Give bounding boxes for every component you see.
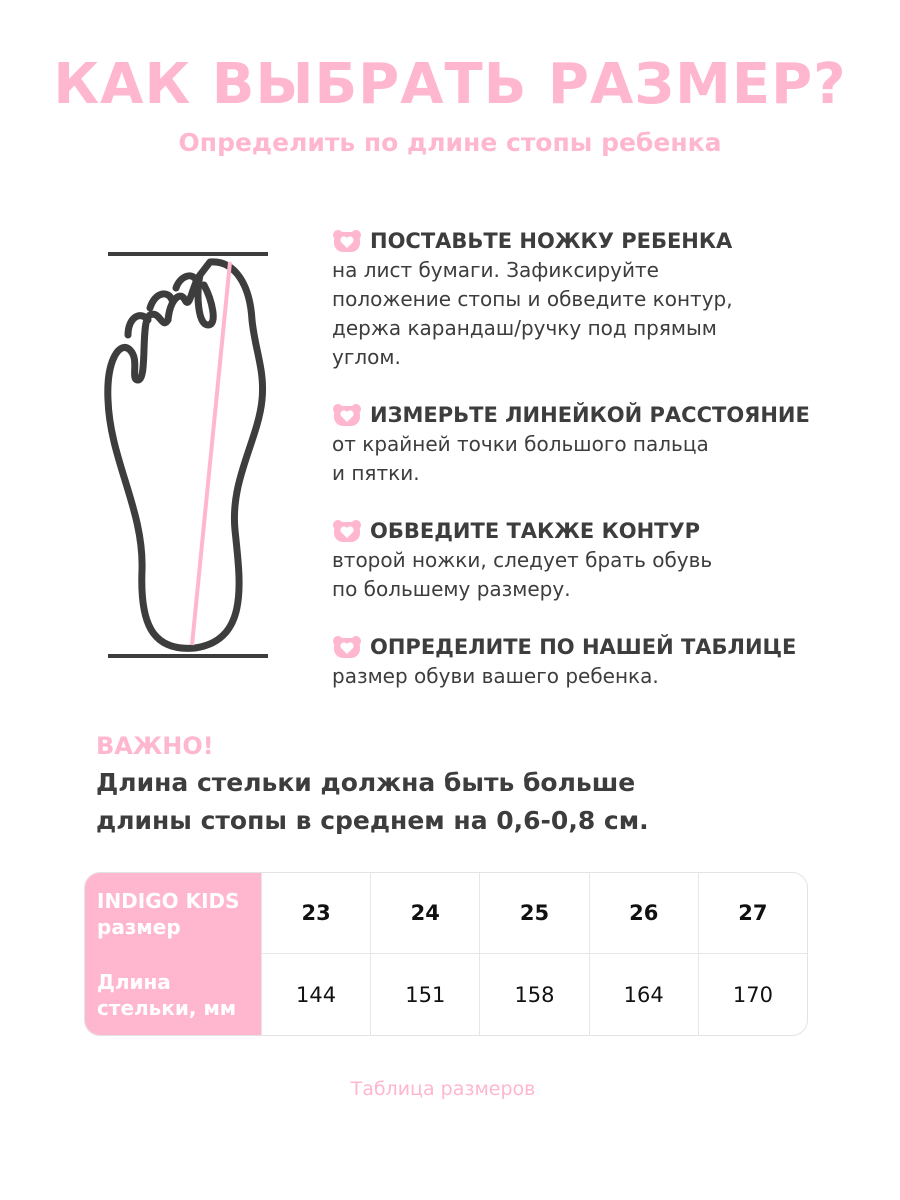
length-row-header	[85, 954, 261, 1035]
header-line: размер	[97, 914, 181, 939]
header-line: Длина	[97, 969, 171, 994]
size-cell: 23	[261, 873, 370, 954]
table-caption: Таблица размеров	[350, 1078, 536, 1100]
size-table	[84, 872, 808, 1036]
header-line: INDIGO KIDS	[97, 888, 240, 913]
step-line: положение стопы и обведите контур,	[332, 287, 733, 311]
bear-heart-icon	[332, 635, 362, 659]
size-cell: 24	[370, 873, 479, 954]
step-1	[332, 226, 852, 372]
page-subtitle: Определить по длине стопы ребенка	[178, 128, 722, 157]
step-line: второй ножки, следует брать обувь	[332, 548, 713, 572]
instruction-steps	[332, 226, 852, 719]
size-cell: 27	[698, 873, 807, 954]
step-line: на лист бумаги. Зафиксируйте	[332, 258, 659, 282]
page-title: КАК ВЫБРАТЬ РАЗМЕР?	[53, 52, 847, 117]
step-heading: ОБВЕДИТЕ ТАКЖЕ КОНТУР	[370, 519, 701, 543]
length-cell: 164	[589, 954, 698, 1035]
size-row-header	[85, 873, 261, 954]
step-line: размер обуви вашего ребенка.	[332, 664, 659, 688]
bear-heart-icon	[332, 403, 362, 427]
step-line: по большему размеру.	[332, 577, 571, 601]
size-cell: 25	[479, 873, 588, 954]
important-line: Длина стельки должна быть больше	[96, 768, 636, 797]
header-line: стельки, мм	[97, 995, 237, 1020]
step-heading: ОПРЕДЕЛИТЕ ПО НАШЕЙ ТАБЛИЦЕ	[370, 635, 797, 659]
length-cell: 170	[698, 954, 807, 1035]
size-cell: 26	[589, 873, 698, 954]
bear-heart-icon	[332, 519, 362, 543]
important-text	[96, 764, 649, 840]
important-line: длины стопы в среднем на 0,6-0,8 см.	[96, 806, 649, 835]
length-cell: 151	[370, 954, 479, 1035]
step-4	[332, 632, 852, 691]
length-cell: 144	[261, 954, 370, 1035]
step-line: и пятки.	[332, 461, 420, 485]
step-line: от крайней точки большого пальца	[332, 432, 709, 456]
step-3	[332, 516, 852, 604]
step-2	[332, 400, 852, 488]
step-line: держа карандаш/ручку под прямым	[332, 316, 717, 340]
step-heading: ПОСТАВЬТЕ НОЖКУ РЕБЕНКА	[370, 229, 733, 253]
important-label: ВАЖНО!	[96, 732, 214, 760]
bear-heart-icon	[332, 229, 362, 253]
step-heading: ИЗМЕРЬТЕ ЛИНЕЙКОЙ РАССТОЯНИЕ	[370, 403, 810, 427]
length-cell: 158	[479, 954, 588, 1035]
foot-illustration	[100, 240, 280, 670]
step-line: углом.	[332, 345, 401, 369]
